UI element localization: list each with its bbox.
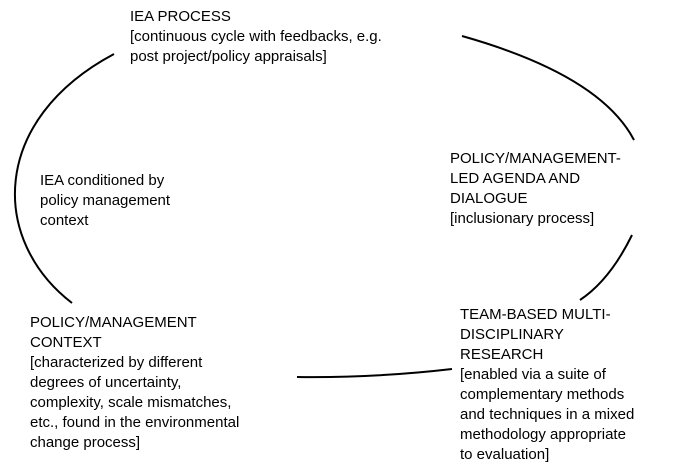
node-title: CONTEXT bbox=[30, 334, 102, 351]
arc-iea-to-agenda bbox=[462, 36, 634, 140]
node-title: DISCIPLINARY bbox=[460, 326, 564, 343]
node-iea-process bbox=[130, 7, 382, 67]
node-title: IEA PROCESS bbox=[130, 8, 231, 25]
node-text-line: policy management bbox=[40, 192, 171, 209]
node-text-line: and techniques in a mixed bbox=[460, 406, 635, 423]
node-text-line: post project/policy appraisals] bbox=[130, 48, 327, 65]
node-iea-conditioned bbox=[40, 171, 170, 231]
node-text-line: complementary methods bbox=[460, 386, 625, 403]
node-text-line: to evaluation] bbox=[460, 446, 550, 463]
node-text-line: etc., found in the environmental bbox=[30, 414, 240, 431]
node-text-line: complexity, scale mismatches, bbox=[30, 394, 232, 411]
node-policy-agenda bbox=[450, 149, 621, 229]
node-title: POLICY/MANAGEMENT bbox=[30, 314, 197, 331]
node-text-line: change process] bbox=[30, 434, 141, 451]
node-text-line: degrees of uncertainty, bbox=[30, 374, 182, 391]
node-title: LED AGENDA AND bbox=[450, 170, 581, 187]
node-text-line: methodology appropriate bbox=[460, 426, 626, 443]
arc-research-to-context bbox=[297, 369, 452, 377]
node-text-line: [inclusionary process] bbox=[450, 210, 595, 227]
node-title: DIALOGUE bbox=[450, 190, 528, 207]
node-title: RESEARCH bbox=[460, 346, 544, 363]
node-title: TEAM-BASED MULTI- bbox=[460, 306, 611, 323]
node-text-line: [continuous cycle with feedbacks, e.g. bbox=[130, 28, 382, 45]
node-text-line: context bbox=[40, 212, 89, 229]
node-text-line: IEA conditioned by bbox=[40, 172, 165, 189]
node-title: POLICY/MANAGEMENT- bbox=[450, 150, 621, 167]
arc-agenda-to-research bbox=[580, 235, 632, 300]
node-team-research bbox=[460, 305, 634, 465]
node-policy-context bbox=[30, 313, 239, 453]
node-text-line: [enabled via a suite of bbox=[460, 366, 606, 383]
node-text-line: [characterized by different bbox=[30, 354, 203, 371]
